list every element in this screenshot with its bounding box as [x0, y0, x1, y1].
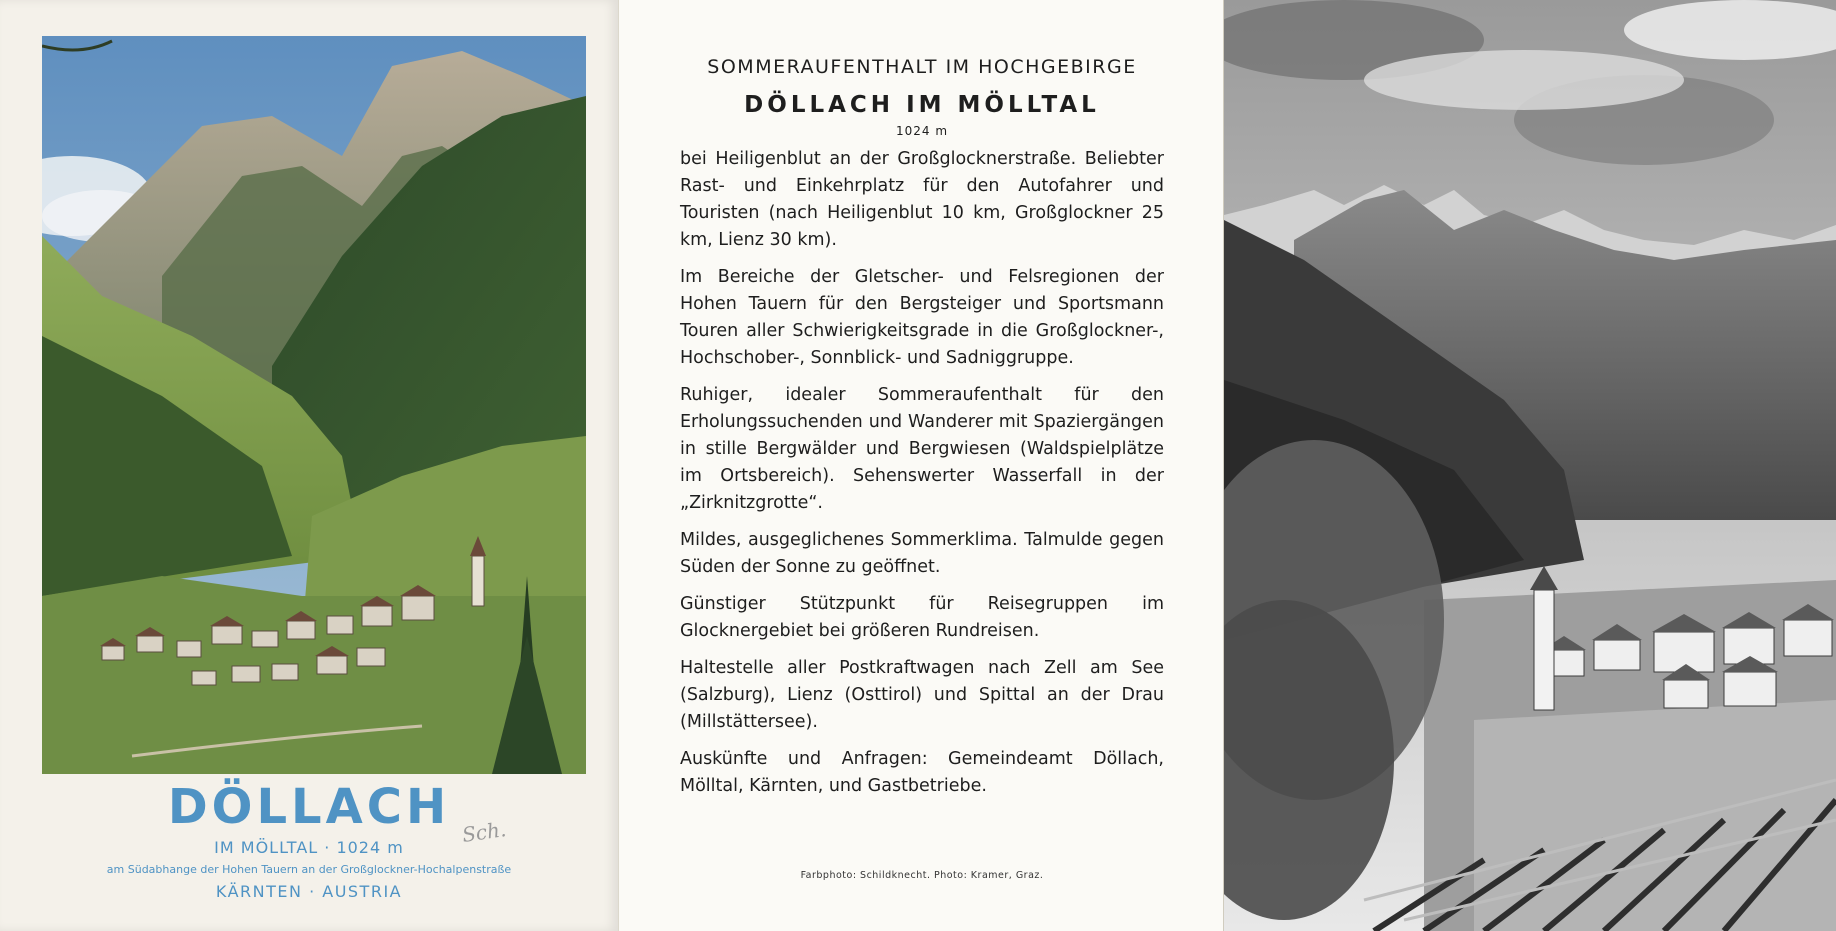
cover-title: DÖLLACH [167, 779, 451, 835]
cover-panel [0, 0, 618, 931]
paragraph-bus-stop: Haltestelle aller Postkraftwagen nach Zell am See (Salzburg), Lienz (Osttirol) und Spittal an der Drau (Millstättersee). [680, 658, 1164, 732]
paragraph-location: bei Heiligenblut an der Großglocknerstraße. Beliebter Rast- und Einkehrplatz für den Autofahrer und Touristen (nach Heiligenblut 10 km, Großglockner 25 km, Lienz 30 km). [680, 149, 1164, 250]
photo-credit: Farbphoto: Schildknecht. Photo: Kramer, Graz. [800, 870, 1044, 881]
pencil-annotation: Sch. [460, 817, 508, 847]
heading-top: SOMMERAUFENTHALT IM HOCHGEBIRGE [707, 56, 1137, 78]
body-text [680, 146, 1164, 810]
alpine-valley-color-photo [42, 36, 586, 774]
text-panel [618, 0, 1224, 931]
paragraph-groups: Günstiger Stützpunkt für Reisegruppen im Glocknergebiet bei größeren Rundreisen. [680, 594, 1164, 641]
village-church-bw-photo [1224, 0, 1836, 931]
bw-photo-panel [1224, 0, 1836, 931]
paragraph-contact: Auskünfte und Anfragen: Gemeindeamt Döllach, Mölltal, Kärnten, und Gastbetriebe. [680, 749, 1164, 796]
cover-photo [42, 36, 586, 774]
cover-region: KÄRNTEN · AUSTRIA [215, 882, 403, 901]
cover-subtitle: IM MÖLLTAL · 1024 m [214, 838, 404, 857]
paragraph-tours: Im Bereiche der Gletscher- und Felsregionen der Hohen Tauern für den Bergsteiger und Sportsmann Touren aller Schwierigkeitsgrade in die Großglockner-, Hochschober-, Sonnblick- und Sadniggruppe. [680, 267, 1164, 368]
elevation-label: 1024 m [895, 124, 949, 138]
heading-main: DÖLLACH IM MÖLLTAL [744, 92, 1100, 118]
cover-title-block [0, 780, 618, 901]
paragraph-climate: Mildes, ausgeglichenes Sommerklima. Talmulde gegen Süden der Sonne zu geöffnet. [680, 530, 1164, 577]
paragraph-summer-stay: Ruhiger, idealer Sommeraufenthalt für den Erholungssuchenden und Wanderer mit Spaziergängen in stille Bergwälder und Bergwiesen (Waldspielplätze im Ortsbereich). Sehenswerter Wasserfall in der „Zirknitzgrotte“. [680, 385, 1164, 513]
cover-tagline: am Südabhange der Hohen Tauern an der Großglockner-Hochalpenstraße [106, 863, 512, 876]
